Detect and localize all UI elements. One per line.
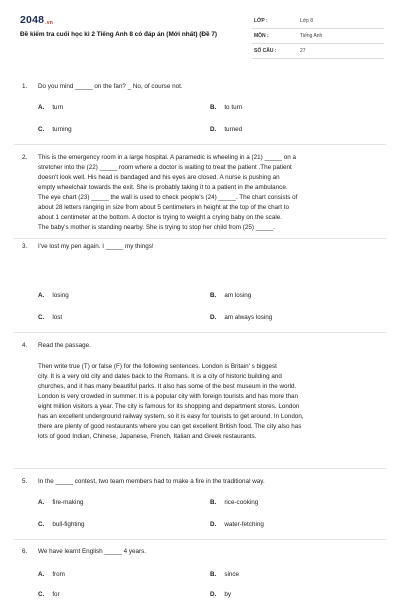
option-letter: A. [38, 104, 45, 111]
question-4-passage [38, 362, 368, 442]
option-letter: D. [210, 126, 217, 133]
meta-value: Lớp 8 [300, 18, 314, 24]
option-text: losing [52, 292, 69, 299]
option-letter: C. [38, 521, 45, 528]
option-letter: B. [210, 292, 217, 299]
meta-row-count [252, 44, 384, 59]
passage-line: lots of good Indian, Chinese, Japanese, French, Italian and Greek restaurants. [38, 433, 257, 440]
option-letter: A. [38, 292, 45, 299]
question-stem: Read the passage. [38, 342, 91, 349]
option-text: bull-fighting [52, 521, 85, 528]
site-logo[interactable] [20, 14, 53, 26]
meta-key: LỚP : [254, 18, 268, 24]
divider [14, 332, 386, 333]
meta-key: MÔN : [254, 33, 269, 39]
question-stem: I've lost my pen again. I _____ my things! [38, 243, 154, 250]
option-c[interactable] [38, 314, 62, 321]
option-text: am losing [224, 292, 252, 299]
question-stem: We have learnt English _____ 4 years. [38, 548, 147, 555]
option-text: by [224, 591, 231, 598]
meta-key: SỐ CÂU : [254, 48, 277, 54]
divider [14, 238, 386, 239]
passage-line: This is the emergency room in a large hospital. A paramedic is wheeling in a (21) _____ on a [38, 154, 296, 161]
option-c[interactable] [38, 591, 60, 598]
passage-line: about 28 letters ranging in size from about 5 centimeters in height at the top of the chart to [38, 204, 289, 211]
option-c[interactable] [38, 126, 72, 133]
question-number: 5. [22, 478, 28, 485]
divider [14, 144, 386, 145]
passage-line: about 1 centimeter at the bottom. A doctor is trying to weight a crying baby on the scale. [38, 214, 282, 221]
option-b[interactable] [210, 499, 258, 506]
passage-line: The eye chart (23) _____ the wall is used to check people's (24) _____. The chart consists of [38, 194, 298, 201]
option-c[interactable] [38, 521, 85, 528]
option-letter: D. [210, 591, 217, 598]
option-a[interactable] [38, 104, 63, 111]
passage-line: doesn't look well. His head is bandaged and his eyes are closed. A nurse is pushing an [38, 174, 280, 181]
passage-line: churches, and it has many beautiful parks. It also has some of the best museum in the world. [38, 383, 297, 390]
option-letter: B. [210, 499, 217, 506]
option-letter: C. [38, 314, 45, 321]
passage-line: city. It is a very old city and dates back to the Romans. It is a city of historic building and [38, 373, 282, 380]
option-d[interactable] [210, 591, 231, 598]
meta-value: 27 [300, 48, 306, 54]
option-b[interactable] [210, 292, 251, 299]
meta-value: Tiếng Anh [300, 33, 323, 39]
header [18, 14, 384, 60]
passage-line: London is very crowded in summer. It is a popular city with foreign tourists and has more than [38, 393, 299, 400]
option-text: turning [52, 126, 72, 133]
logo-suffix: .vn [45, 20, 53, 26]
option-letter: D. [210, 521, 217, 528]
option-text: for [52, 591, 60, 598]
logo-text: 2048 [20, 14, 45, 26]
option-letter: D. [210, 314, 217, 321]
passage-line: there are plenty of good restaurants where you can get excellent British food. The city also has [38, 423, 302, 430]
question-number: 4. [22, 342, 28, 349]
question-number: 3. [22, 243, 28, 250]
option-text: lost [52, 314, 63, 321]
option-a[interactable] [38, 499, 83, 506]
option-text: turned [224, 126, 243, 133]
question-number: 6. [22, 548, 28, 555]
passage-line: The baby's mother is standing nearby. She is trying to stop her child from (25) _____. [38, 224, 275, 231]
option-b[interactable] [210, 571, 239, 578]
passage-line: Then write true (T) or false (F) for the following sentences. London is Britain' s biggest [38, 363, 277, 370]
meta-row-class [252, 14, 384, 29]
option-text: turn [52, 104, 64, 111]
question-number: 1. [22, 83, 28, 90]
option-a[interactable] [38, 292, 69, 299]
passage-line: empty wheelchair towards the exit. She is probably taking it to a patient in the ambulance. [38, 184, 288, 191]
option-text: fire-making [52, 499, 84, 506]
option-letter: B. [210, 104, 217, 111]
question-stem: In the _____ contest, two team members had to make a fire in the traditional way. [38, 478, 265, 485]
option-letter: A. [38, 571, 45, 578]
option-letter: C. [38, 591, 45, 598]
passage-line: has an excellent underground railway system, so it is easy for tourists to get around. In London, [38, 413, 304, 420]
option-a[interactable] [38, 571, 65, 578]
option-d[interactable] [210, 521, 264, 528]
question-number: 2. [22, 154, 28, 161]
option-text: since [224, 571, 240, 578]
question-2-passage [38, 153, 368, 233]
option-letter: A. [38, 499, 45, 506]
option-text: rice-cooking [224, 499, 259, 506]
option-letter: B. [210, 571, 217, 578]
divider [14, 539, 386, 540]
option-letter: C. [38, 126, 45, 133]
meta-table [252, 14, 384, 59]
passage-line: eight million visitors a year. The city is famous for its shopping and department stores. London [38, 403, 300, 410]
divider [14, 468, 386, 469]
option-text: am always losing [224, 314, 273, 321]
document-title: Đề kiểm tra cuối học kì 2 Tiếng Anh 8 có đáp án (Mới nhất) (Đề 7) [20, 31, 218, 38]
option-text: water-fetching [224, 521, 264, 528]
meta-row-subject [252, 29, 384, 44]
option-text: from [52, 571, 65, 578]
option-b[interactable] [210, 104, 242, 111]
option-d[interactable] [210, 126, 242, 133]
option-d[interactable] [210, 314, 272, 321]
passage-line: stretcher into the (22) _____ room where a doctor is waiting to treat the patient .The patient [38, 164, 292, 171]
option-text: to turn [224, 104, 243, 111]
question-stem: Do you mind _____ on the fan? _ No, of course not. [38, 83, 183, 90]
